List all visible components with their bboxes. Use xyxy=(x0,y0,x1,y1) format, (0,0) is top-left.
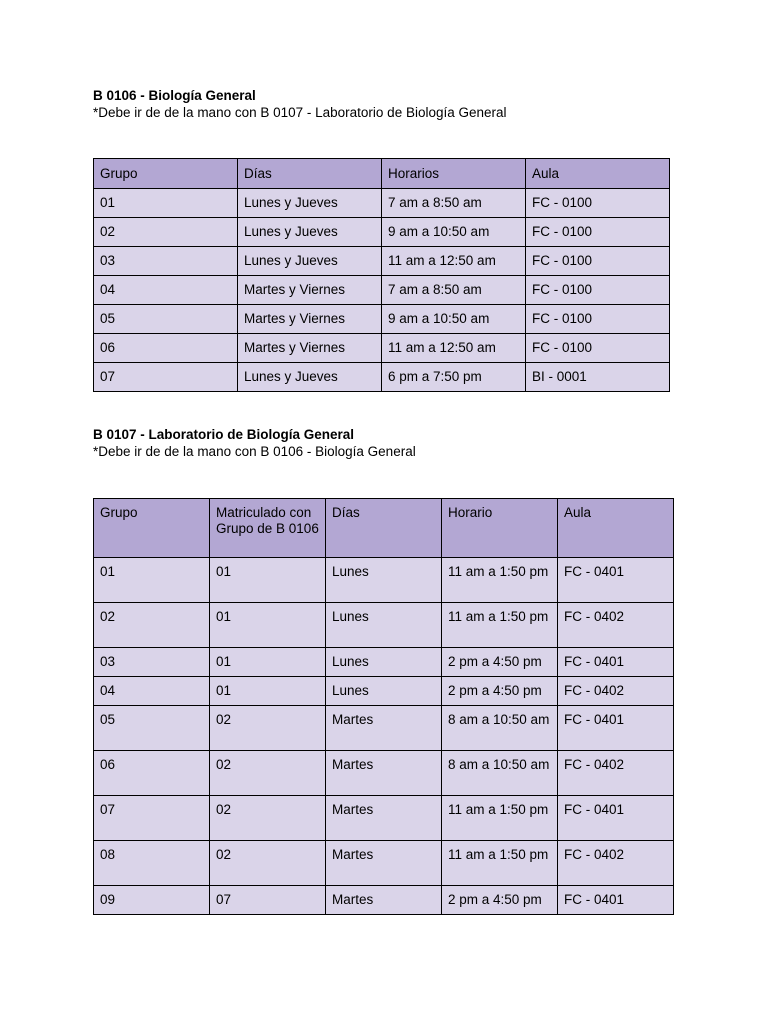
table-cell: FC - 0100 xyxy=(526,305,670,334)
table-cell: 04 xyxy=(94,276,238,305)
header-cell: Días xyxy=(326,499,442,558)
table-cell: Martes xyxy=(326,706,442,751)
table-cell: Martes xyxy=(326,751,442,796)
table-cell: 02 xyxy=(94,218,238,247)
table-row xyxy=(94,276,670,305)
table-cell: Martes xyxy=(326,886,442,915)
table-cell: 01 xyxy=(94,558,210,603)
table-cell: Martes xyxy=(326,796,442,841)
table-cell: 07 xyxy=(94,363,238,392)
table-cell: Martes y Viernes xyxy=(238,276,382,305)
table-cell: Lunes y Jueves xyxy=(238,189,382,218)
table-cell: FC - 0100 xyxy=(526,276,670,305)
section1-note: *Debe ir de de la mano con B 0107 - Laboratorio de Biología General xyxy=(93,105,507,120)
header-cell: Grupo xyxy=(94,159,238,189)
table-cell: 11 am a 1:50 pm xyxy=(442,558,558,603)
table-cell: FC - 0401 xyxy=(558,648,674,677)
table-cell: 01 xyxy=(210,648,326,677)
table-row xyxy=(94,189,670,218)
header-cell: Días xyxy=(238,159,382,189)
table-cell: 7 am a 8:50 am xyxy=(382,189,526,218)
table-cell: FC - 0402 xyxy=(558,603,674,648)
table-row xyxy=(94,334,670,363)
table-cell: 11 am a 1:50 pm xyxy=(442,603,558,648)
schedule-table-b0106 xyxy=(93,158,670,392)
header-cell: Aula xyxy=(558,499,674,558)
table-cell: 9 am a 10:50 am xyxy=(382,218,526,247)
table-cell: 07 xyxy=(210,886,326,915)
table-cell: Martes y Viernes xyxy=(238,305,382,334)
table-cell: FC - 0402 xyxy=(558,841,674,886)
table-cell: FC - 0402 xyxy=(558,677,674,706)
table-cell: FC - 0401 xyxy=(558,558,674,603)
table-cell: 11 am a 12:50 am xyxy=(382,334,526,363)
table-row xyxy=(94,247,670,276)
table-cell: Lunes y Jueves xyxy=(238,218,382,247)
table-cell: Lunes xyxy=(326,677,442,706)
table-cell: 02 xyxy=(210,706,326,751)
table-cell: Lunes y Jueves xyxy=(238,363,382,392)
table-cell: 02 xyxy=(94,603,210,648)
table-cell: 03 xyxy=(94,648,210,677)
table-cell: 7 am a 8:50 am xyxy=(382,276,526,305)
table-row xyxy=(94,603,674,648)
header-cell: Matriculado con Grupo de B 0106 xyxy=(210,499,326,558)
table-cell: 02 xyxy=(210,796,326,841)
schedule-table-b0107 xyxy=(93,498,674,915)
header-cell: Horario xyxy=(442,499,558,558)
table-cell: 08 xyxy=(94,841,210,886)
table-cell: 6 pm a 7:50 pm xyxy=(382,363,526,392)
section1-title: B 0106 - Biología General xyxy=(93,88,256,103)
table-header-row xyxy=(94,499,674,558)
table-row xyxy=(94,677,674,706)
table-cell: 04 xyxy=(94,677,210,706)
table-cell: FC - 0100 xyxy=(526,189,670,218)
table-cell: 9 am a 10:50 am xyxy=(382,305,526,334)
table-row xyxy=(94,751,674,796)
table-cell: 11 am a 1:50 pm xyxy=(442,796,558,841)
table-cell: 03 xyxy=(94,247,238,276)
table-cell: Martes xyxy=(326,841,442,886)
table-cell: 01 xyxy=(210,603,326,648)
table-cell: Martes y Viernes xyxy=(238,334,382,363)
table-cell: 06 xyxy=(94,751,210,796)
table-row xyxy=(94,558,674,603)
section2-note: *Debe ir de de la mano con B 0106 - Biología General xyxy=(93,444,416,459)
table-cell: 05 xyxy=(94,706,210,751)
header-cell: Grupo xyxy=(94,499,210,558)
table-cell: FC - 0402 xyxy=(558,751,674,796)
table-cell: Lunes y Jueves xyxy=(238,247,382,276)
table-cell: FC - 0100 xyxy=(526,247,670,276)
table-cell: FC - 0401 xyxy=(558,796,674,841)
table-cell: 02 xyxy=(210,841,326,886)
table-cell: Lunes xyxy=(326,558,442,603)
table-cell: 11 am a 12:50 am xyxy=(382,247,526,276)
table-cell: BI - 0001 xyxy=(526,363,670,392)
table-cell: Lunes xyxy=(326,648,442,677)
table-cell: FC - 0100 xyxy=(526,334,670,363)
table-cell: 2 pm a 4:50 pm xyxy=(442,886,558,915)
table-cell: 07 xyxy=(94,796,210,841)
header-cell: Aula xyxy=(526,159,670,189)
table-cell: FC - 0401 xyxy=(558,886,674,915)
table-cell: 01 xyxy=(94,189,238,218)
table-row xyxy=(94,648,674,677)
table-row xyxy=(94,886,674,915)
header-cell: Horarios xyxy=(382,159,526,189)
table-cell: 2 pm a 4:50 pm xyxy=(442,677,558,706)
table-cell: FC - 0401 xyxy=(558,706,674,751)
table-cell: Lunes xyxy=(326,603,442,648)
table-cell: 06 xyxy=(94,334,238,363)
table-cell: 05 xyxy=(94,305,238,334)
table-row xyxy=(94,218,670,247)
table-row xyxy=(94,305,670,334)
table-row xyxy=(94,706,674,751)
table-row xyxy=(94,841,674,886)
section2-title: B 0107 - Laboratorio de Biología General xyxy=(93,427,355,442)
table-cell: 02 xyxy=(210,751,326,796)
table-cell: 11 am a 1:50 pm xyxy=(442,841,558,886)
table-row xyxy=(94,363,670,392)
table-cell: FC - 0100 xyxy=(526,218,670,247)
table-cell: 8 am a 10:50 am xyxy=(442,706,558,751)
table-cell: 01 xyxy=(210,677,326,706)
table-cell: 8 am a 10:50 am xyxy=(442,751,558,796)
table-header-row xyxy=(94,159,670,189)
table-cell: 01 xyxy=(210,558,326,603)
table-cell: 2 pm a 4:50 pm xyxy=(442,648,558,677)
table-row xyxy=(94,796,674,841)
table-cell: 09 xyxy=(94,886,210,915)
